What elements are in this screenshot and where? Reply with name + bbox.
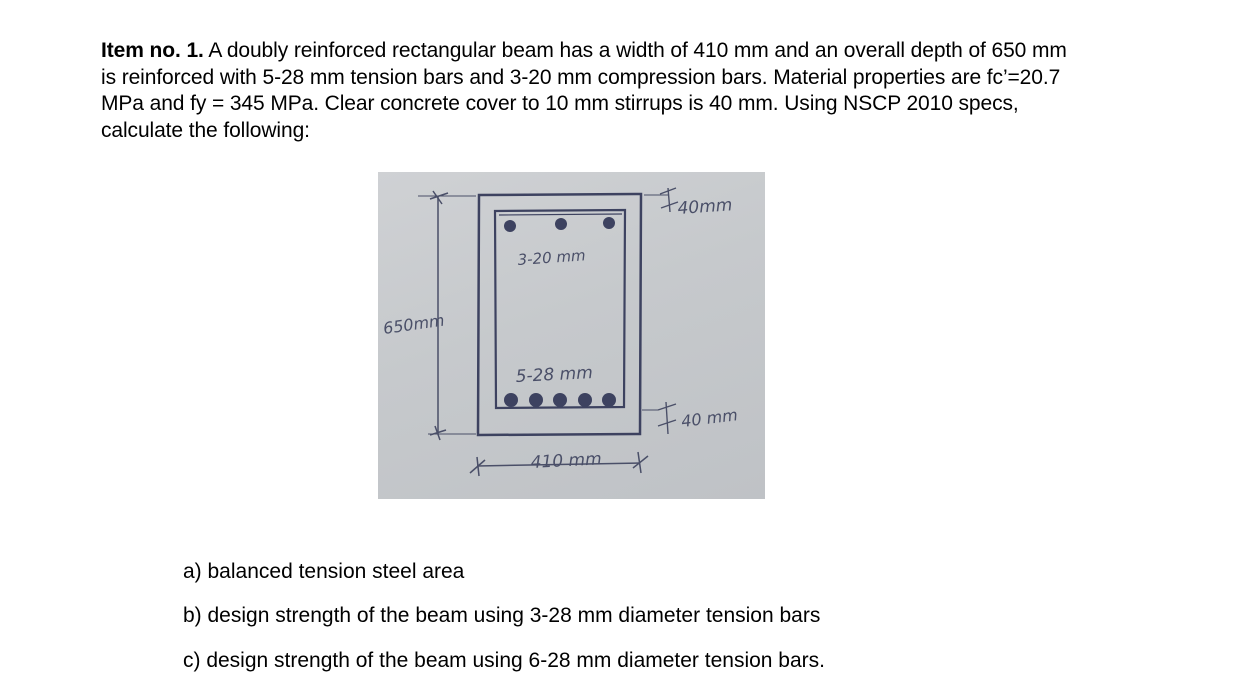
- problem-text-1: A doubly reinforced rectangular beam has a width of 410 mm and an overall depth of 650 mm: [203, 39, 1067, 62]
- compression-bars-label: 3-20 mm: [517, 246, 587, 269]
- problem-line-2: is reinforced with 5-28 mm tension bars and 3-20 mm compression bars. Material properties are fc’=20.7: [101, 65, 1061, 89]
- top-cover-dimension: [644, 188, 678, 212]
- tension-bar: [578, 393, 592, 407]
- item-label: Item no. 1.: [101, 39, 204, 62]
- tension-bar: [602, 393, 616, 407]
- tension-bar: [529, 393, 543, 407]
- bottom-cover-dimension: [642, 402, 676, 434]
- question-c: c) design strength of the beam using 6-28 mm diameter tension bars.: [183, 649, 825, 672]
- compression-bar: [555, 218, 567, 230]
- compression-bar: [603, 217, 615, 229]
- problem-line-4: calculate the following:: [101, 118, 310, 142]
- problem-line-1: [101, 38, 1181, 65]
- problem-statement: [101, 38, 1181, 144]
- tension-bars: [504, 393, 616, 407]
- tension-bar: [553, 393, 567, 407]
- question-b: b) design strength of the beam using 3-28 mm diameter tension bars: [183, 604, 821, 627]
- tension-bars-label: 5-28 mm: [515, 362, 594, 387]
- width-label: 410 mm: [530, 449, 603, 473]
- tension-bar: [504, 393, 518, 407]
- compression-bar: [504, 220, 516, 232]
- beam-section-sketch: [378, 172, 765, 499]
- depth-label: 650mm: [381, 310, 446, 338]
- top-cover-label: 40mm: [676, 195, 733, 219]
- stirrup-hook: [499, 214, 622, 215]
- question-a: a) balanced tension steel area: [183, 560, 465, 583]
- compression-bars: [504, 217, 615, 232]
- bottom-cover-label: 40 mm: [680, 405, 739, 431]
- beam-section-drawing: [378, 172, 765, 499]
- problem-line-3: MPa and fy = 345 MPa. Clear concrete cover to 10 mm stirrups is 40 mm. Using NSCP 2010 specs,: [101, 92, 1019, 115]
